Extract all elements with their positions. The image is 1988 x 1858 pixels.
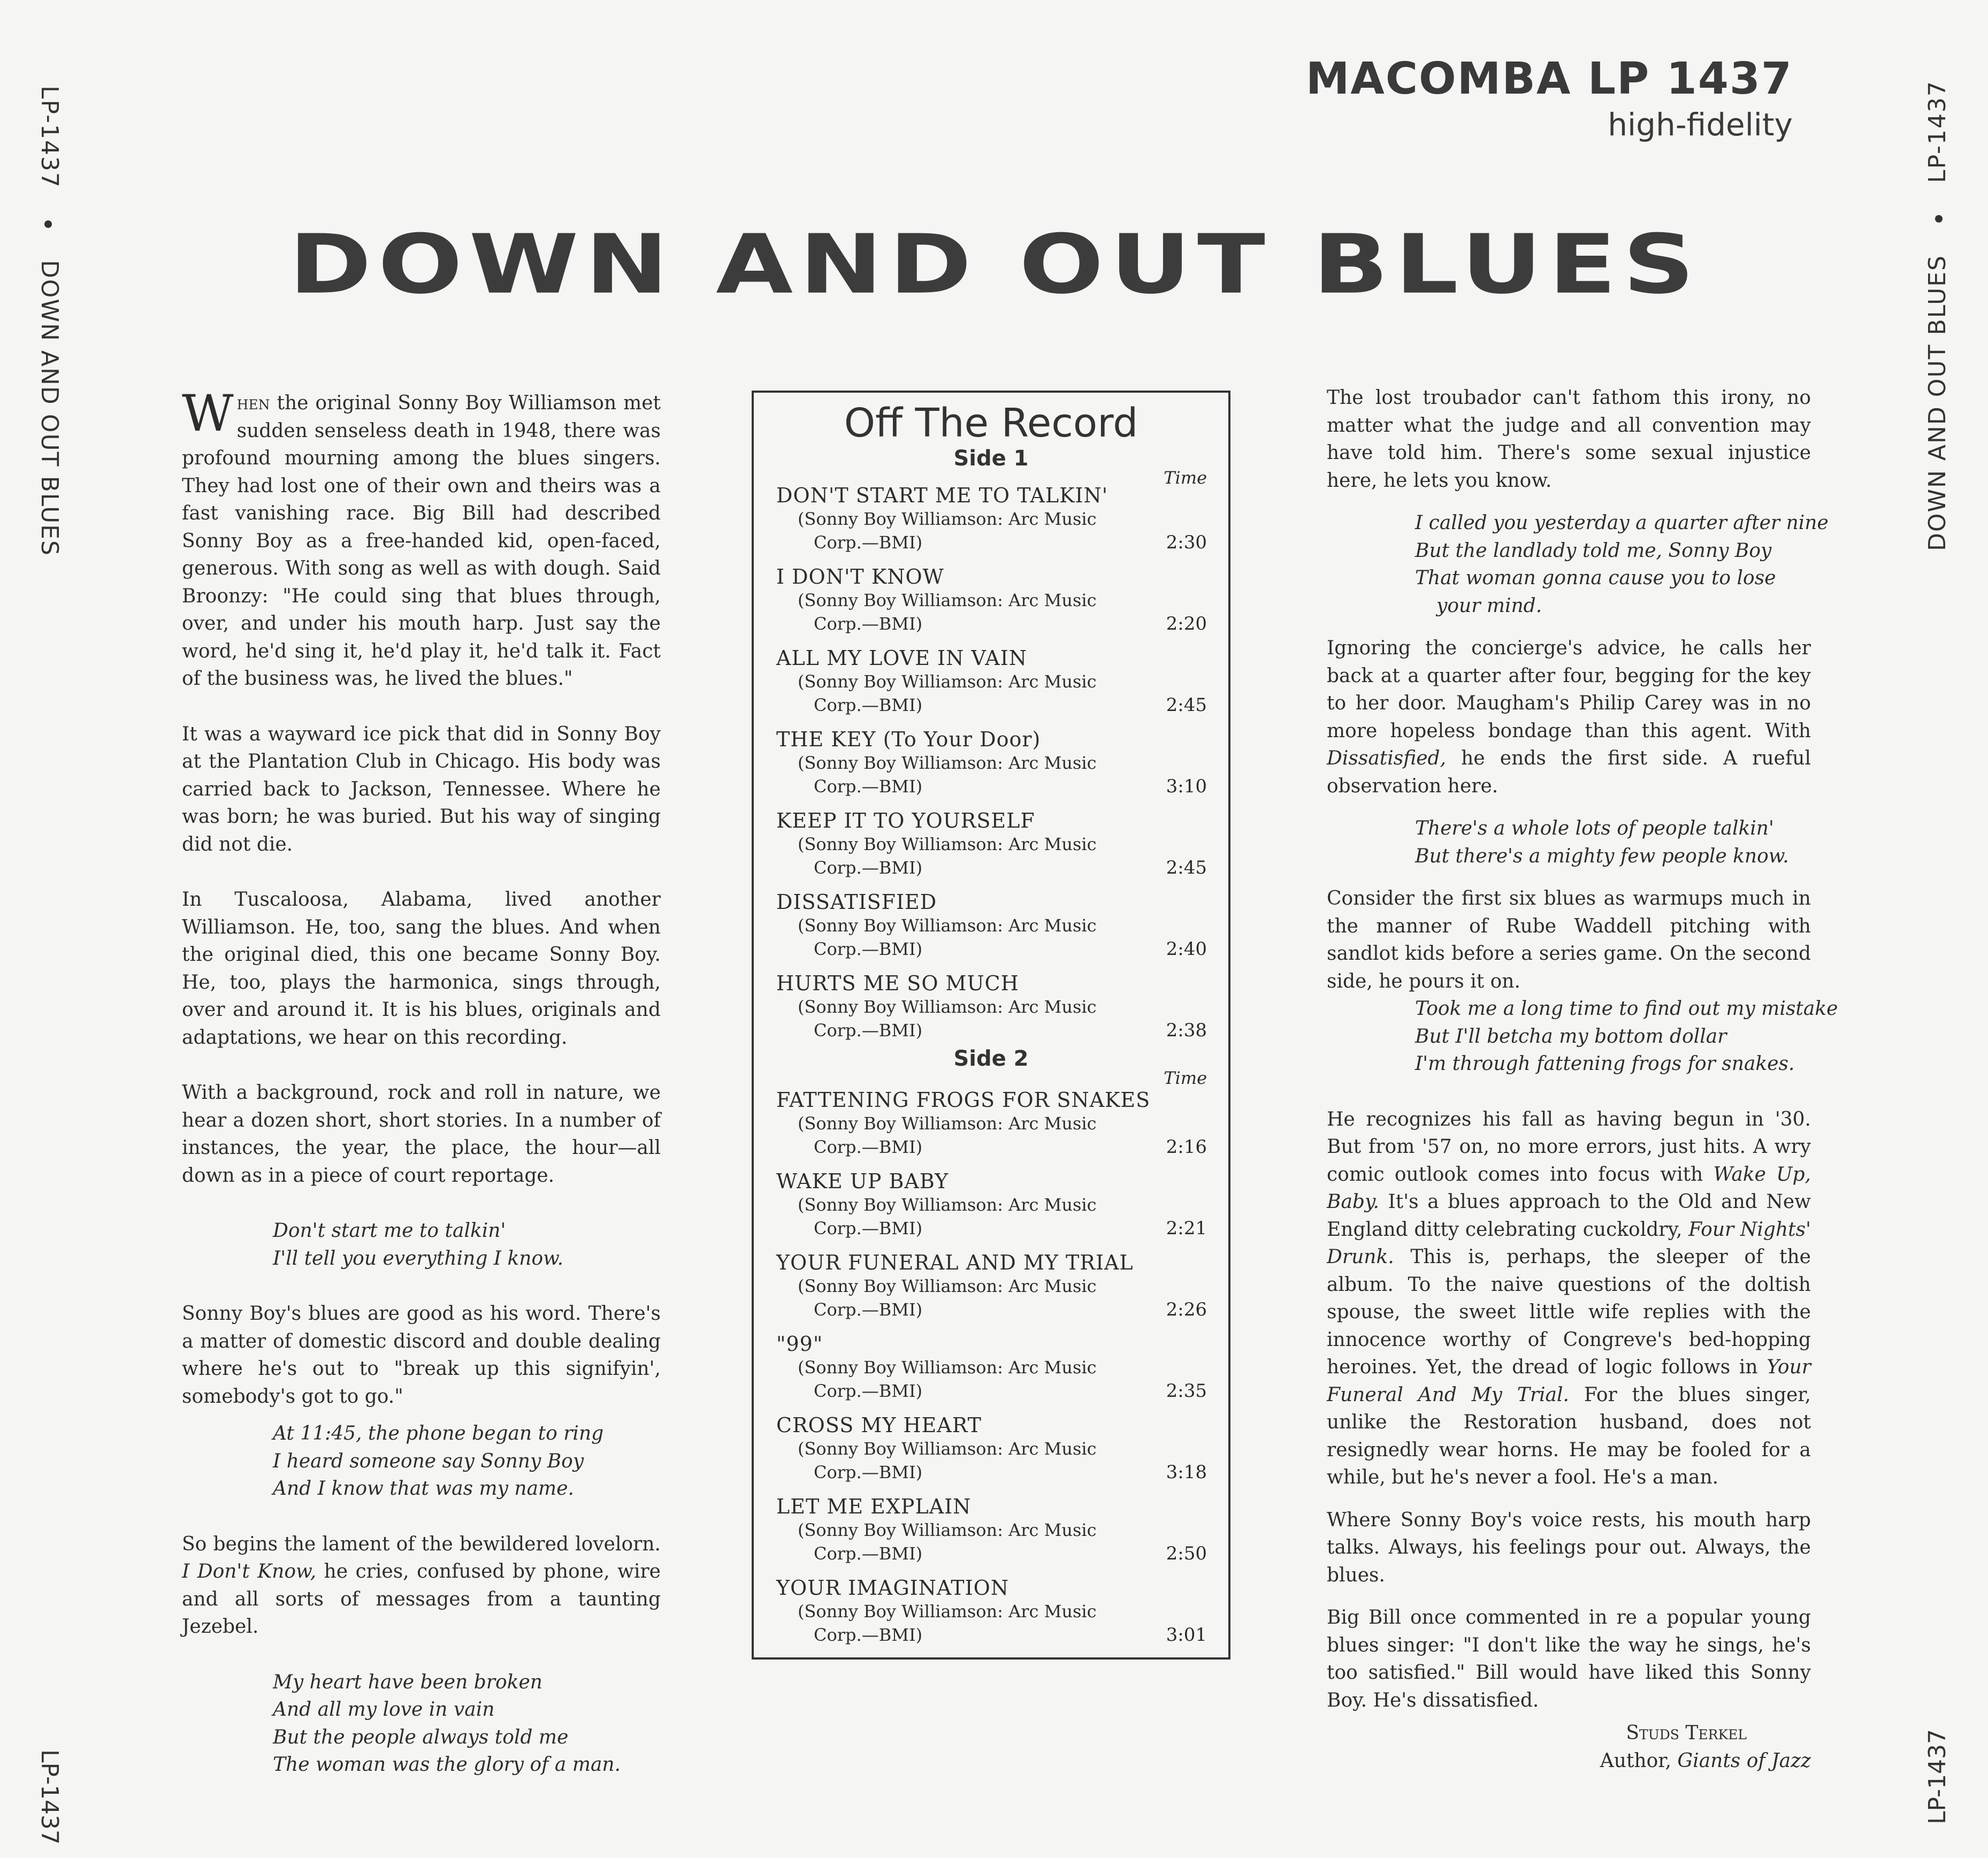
track-title: "99" (776, 1332, 823, 1356)
track-credit: (Sonny Boy Williamson: Arc Music (798, 1520, 1097, 1540)
liner-paragraph: Sonny Boy's blues are good as his word. There's a matter of domestic discord and double dealing where he's out to "break up this signifyin', somebody's got to go." (182, 1303, 661, 1408)
lyric-line: At 11:45, the phone began to ring (273, 1423, 604, 1444)
lyric-line: But I'll betcha my bottom dollar (1415, 1025, 1727, 1047)
author-credit (1327, 1747, 1811, 1775)
track-credit: (Sonny Boy Williamson: Arc Music (798, 1357, 1097, 1378)
lyric-verse (182, 1420, 661, 1503)
track-time: 2:35 (1166, 1380, 1207, 1402)
track-item (776, 728, 1212, 808)
lyric-line: And all my love in vain (273, 1699, 495, 1721)
format-label: high-fidelity (1608, 106, 1793, 143)
track-credit: Corp.—BMI) (814, 532, 923, 553)
track-credit: Corp.—BMI) (814, 1625, 923, 1645)
song-title-reference: I Don't Know, (182, 1561, 317, 1582)
track-time: 2:50 (1166, 1543, 1207, 1564)
track-credit: (Sonny Boy Williamson: Arc Music (798, 590, 1097, 610)
lyric-line: But the landlady told me, Sonny Boy (1415, 539, 1772, 562)
drop-cap: W (182, 385, 234, 443)
track-credit: (Sonny Boy Williamson: Arc Music (798, 671, 1097, 692)
track-credit: (Sonny Boy Williamson: Arc Music (798, 1601, 1097, 1622)
spine-right (1924, 80, 1951, 551)
lyric-line: That woman gonna cause you to lose (1415, 567, 1776, 589)
book-title: Giants of Jazz (1677, 1750, 1811, 1772)
lyric-line: I called you yesterday a quarter after nine (1415, 512, 1829, 534)
liner-paragraph: It was a wayward ice pick that did in Sonny Boy at the Plantation Club in Chicago. His body was carried back to Jackson, Tennessee. Where he was born; he was buried. But his way of singing did not die. (182, 723, 661, 855)
track-time: 2:26 (1166, 1299, 1207, 1320)
track-credit: (Sonny Boy Williamson: Arc Music (798, 915, 1097, 936)
lyric-line: There's a whole lots of people talkin' (1415, 817, 1774, 839)
song-title-reference: Wake Up, Baby. (1327, 1163, 1811, 1213)
lyric-line: But the people always told me (273, 1726, 569, 1748)
track-list-box (752, 391, 1230, 1660)
lyric-line: your mind. (1436, 594, 1542, 617)
track-title: YOUR IMAGINATION (776, 1576, 1010, 1600)
track-time: 3:10 (1166, 776, 1207, 797)
lyric-line: The woman was the glory of a man. (273, 1754, 621, 1776)
track-credit: (Sonny Boy Williamson: Arc Music (798, 1439, 1097, 1459)
lyric-verse (1327, 995, 1838, 1078)
track-item (776, 646, 1212, 727)
liner-paragraph (182, 1531, 661, 1641)
paragraph-text: So begins the lament of the bewildered lovelorn. (182, 1533, 661, 1555)
lyric-line: Don't start me to talkin' (273, 1220, 506, 1242)
catalog-number: MACOMBA LP 1437 (1305, 53, 1793, 104)
track-title: WAKE UP BABY (776, 1169, 949, 1193)
lyric-line: I'll tell you everything I know. (273, 1247, 564, 1270)
track-credit: Corp.—BMI) (814, 614, 923, 634)
author-credit-text: Author, (1600, 1750, 1678, 1772)
track-title: KEEP IT TO YOURSELF (776, 809, 1035, 832)
track-time: 2:21 (1166, 1218, 1207, 1239)
track-item (776, 890, 1212, 970)
liner-paragraph: Where Sonny Boy's voice rests, his mouth harp talks. Always, his feelings pour out. Always, the blues. (1327, 1509, 1811, 1586)
time-column-header: Time (1164, 468, 1207, 488)
liner-paragraph (1327, 634, 1811, 800)
track-credit: Corp.—BMI) (814, 1299, 923, 1320)
liner-notes-left (182, 385, 661, 1807)
spine-left-bottom-code: LP-1437 (36, 1749, 63, 1845)
paragraph-text: he cries, confused by phone, wire and all sorts of messages from a taunting Jezebel. (182, 1561, 661, 1638)
paragraph-text: the original Sonny Boy Williamson met sudden senseless death in 1948, there was profound mourning among the blues singers. They had lost one of their own and theirs was a fast vanishing race. Big Bill had described Sonny Boy as a free-handed kid, open-faced, generous. With song as well as with dough. Said Broonzy: "He could sing that blues through, over, and under his mouth harp. Just say the word, he'd sing it, he'd play it, he'd talk it. Fact of the business was, he lived the blues." (182, 392, 661, 690)
track-item (776, 1332, 1212, 1412)
track-credit: Corp.—BMI) (814, 858, 923, 878)
album-title: DOWN AND OUT BLUES (289, 217, 1701, 312)
track-time: 2:45 (1166, 694, 1207, 716)
spine-left-title: DOWN AND OUT BLUES (36, 259, 63, 556)
liner-paragraph (182, 385, 661, 693)
liner-paragraph: With a background, rock and roll in nature, we hear a dozen short, short stories. In a number of instances, the year, the place, the hour—all down as in a piece of court reportage. (182, 1082, 661, 1187)
track-title: LET ME EXPLAIN (776, 1495, 972, 1518)
liner-paragraph: The lost troubador can't fathom this irony, no matter what the judge and all convention may have told him. There's some sexual injustice here, he lets you know. (1327, 387, 1811, 492)
track-time: 2:45 (1166, 857, 1207, 878)
track-title: YOUR FUNERAL AND MY TRIAL (776, 1251, 1134, 1274)
track-item (776, 1169, 1212, 1250)
track-item (776, 1413, 1212, 1494)
paragraph-text: This is, perhaps, the sleeper of the album. To the naive questions of the doltish spouse, the sweet little wife replies with the innocence worthy of Congreve's bed-hopping heroines. Yet, the dread of logic follows in (1327, 1246, 1811, 1378)
track-credit: Corp.—BMI) (814, 939, 923, 959)
lyric-line: Took me a long time to find out my mistake (1415, 998, 1838, 1020)
track-credit: Corp.—BMI) (814, 1462, 923, 1482)
liner-paragraph: In Tuscaloosa, Alabama, lived another Williamson. He, too, sang the blues. And when the original died, this one became Sonny Boy. He, too, plays the harmonica, sings through, over and around it. It is his blues, originals and adaptations, we hear on this recording. (182, 889, 661, 1049)
track-credit: Corp.—BMI) (814, 1543, 923, 1564)
lyric-line: I heard someone say Sonny Boy (273, 1450, 584, 1472)
track-item (776, 1495, 1212, 1575)
time-column-header: Time (1164, 1068, 1207, 1088)
song-title-reference: Your Funeral And My Trial. (1327, 1356, 1811, 1406)
spine-right-code: LP-1437 (1924, 80, 1951, 183)
track-item (776, 1251, 1212, 1331)
track-credit: (Sonny Boy Williamson: Arc Music (798, 1113, 1097, 1134)
lyric-line: My heart have been broken (273, 1671, 542, 1693)
track-title: THE KEY (To Your Door) (776, 728, 1041, 751)
track-time: 2:20 (1166, 613, 1207, 634)
spine-right-title: DOWN AND OUT BLUES (1924, 255, 1951, 551)
track-credit: (Sonny Boy Williamson: Arc Music (798, 1276, 1097, 1296)
spine-dot-icon (1935, 215, 1943, 223)
lyric-verse (1327, 815, 1811, 870)
track-title: HURTS ME SO MUCH (776, 972, 1019, 995)
track-item (776, 972, 1212, 1052)
track-title: CROSS MY HEART (776, 1413, 982, 1437)
track-credit: (Sonny Boy Williamson: Arc Music (798, 834, 1097, 854)
track-credit: Corp.—BMI) (814, 695, 923, 715)
track-item (776, 809, 1212, 889)
liner-paragraph: Consider the first six blues as warmups much in the manner of Rube Waddell pitching with sandlot kids before a series game. On the second side, he pours it on. (1327, 888, 1811, 992)
side-1-label: Side 1 (953, 446, 1029, 471)
track-time: 2:16 (1166, 1136, 1207, 1158)
lyric-verse (1327, 509, 1829, 620)
lyric-verse (182, 1217, 661, 1272)
track-item (776, 1088, 1212, 1168)
track-time: 3:01 (1166, 1624, 1207, 1646)
liner-paragraph: Big Bill once commented in re a popular young blues singer: "I don't like the way he sings, he's too satisfied." Bill would have liked this Sonny Boy. He's dissatisfied. (1327, 1607, 1811, 1711)
track-item (776, 565, 1212, 645)
track-time: 2:30 (1166, 532, 1207, 553)
lyric-line: I'm through fattening frogs for snakes. (1415, 1053, 1795, 1075)
author-signature (1327, 1719, 1811, 1775)
spine-left (36, 86, 63, 556)
track-title: I DON'T KNOW (776, 565, 944, 588)
spine-right-bottom-code: LP-1437 (1924, 1729, 1951, 1824)
track-credit: Corp.—BMI) (814, 1020, 923, 1041)
side-2-label: Side 2 (953, 1046, 1029, 1071)
track-title: ALL MY LOVE IN VAIN (776, 646, 1027, 670)
paragraph-text: It's a blues approach to the Old and New England ditty celebrating cuckoldry, (1327, 1191, 1811, 1241)
small-cap-text: hen (236, 392, 270, 414)
spine-left-code: LP-1437 (36, 86, 63, 188)
track-credit: Corp.—BMI) (814, 1381, 923, 1401)
paragraph-text: For the blues singer, unlike the Restoration husband, does not resignedly wear horns. He may be fooled for a while, but he's never a fool. He's a man. (1327, 1383, 1811, 1488)
paragraph-text: Ignoring the concierge's advice, he calls her back at a quarter after four, begging for the key to her door. Maugham's Philip Carey was in no more hopeless bondage than this agent. With (1327, 637, 1811, 742)
song-title-reference: Four Nights' Drunk. (1327, 1218, 1811, 1268)
track-credit: (Sonny Boy Williamson: Arc Music (798, 997, 1097, 1017)
paragraph-text: he ends the first side. A rueful observation here. (1327, 747, 1811, 797)
track-item (776, 484, 1212, 564)
track-item (776, 1576, 1212, 1656)
track-credit: Corp.—BMI) (814, 1137, 923, 1157)
lyric-line: And I know that was my name. (273, 1478, 574, 1500)
lyric-line: But there's a mighty few people know. (1415, 845, 1789, 867)
track-time: 3:18 (1166, 1462, 1207, 1483)
paragraph-text: He recognizes his fall as having begun in '30. But from '57 on, no more errors, just hits. A wry comic outlook comes into focus with (1327, 1108, 1811, 1186)
track-list-heading: Off The Record (844, 400, 1138, 446)
track-credit: (Sonny Boy Williamson: Arc Music (798, 1195, 1097, 1215)
track-time: 2:38 (1166, 1020, 1207, 1041)
track-credit: (Sonny Boy Williamson: Arc Music (798, 509, 1097, 529)
spine-dot-icon (44, 220, 52, 228)
track-credit: (Sonny Boy Williamson: Arc Music (798, 753, 1097, 773)
track-title: DON'T START ME TO TALKIN' (776, 484, 1108, 507)
song-title-reference: Dissatisfied, (1327, 747, 1447, 769)
liner-notes-right (1327, 384, 1838, 1775)
track-time: 2:40 (1166, 938, 1207, 960)
label-block (1306, 53, 1793, 143)
track-title: FATTENING FROGS FOR SNAKES (776, 1088, 1151, 1112)
lyric-verse (182, 1669, 661, 1779)
liner-paragraph (1327, 1106, 1811, 1492)
author-name: Studs Terkel (1626, 1722, 1747, 1744)
track-title: DISSATISFIED (776, 890, 937, 914)
track-credit: Corp.—BMI) (814, 1218, 923, 1238)
track-credit: Corp.—BMI) (814, 776, 923, 797)
